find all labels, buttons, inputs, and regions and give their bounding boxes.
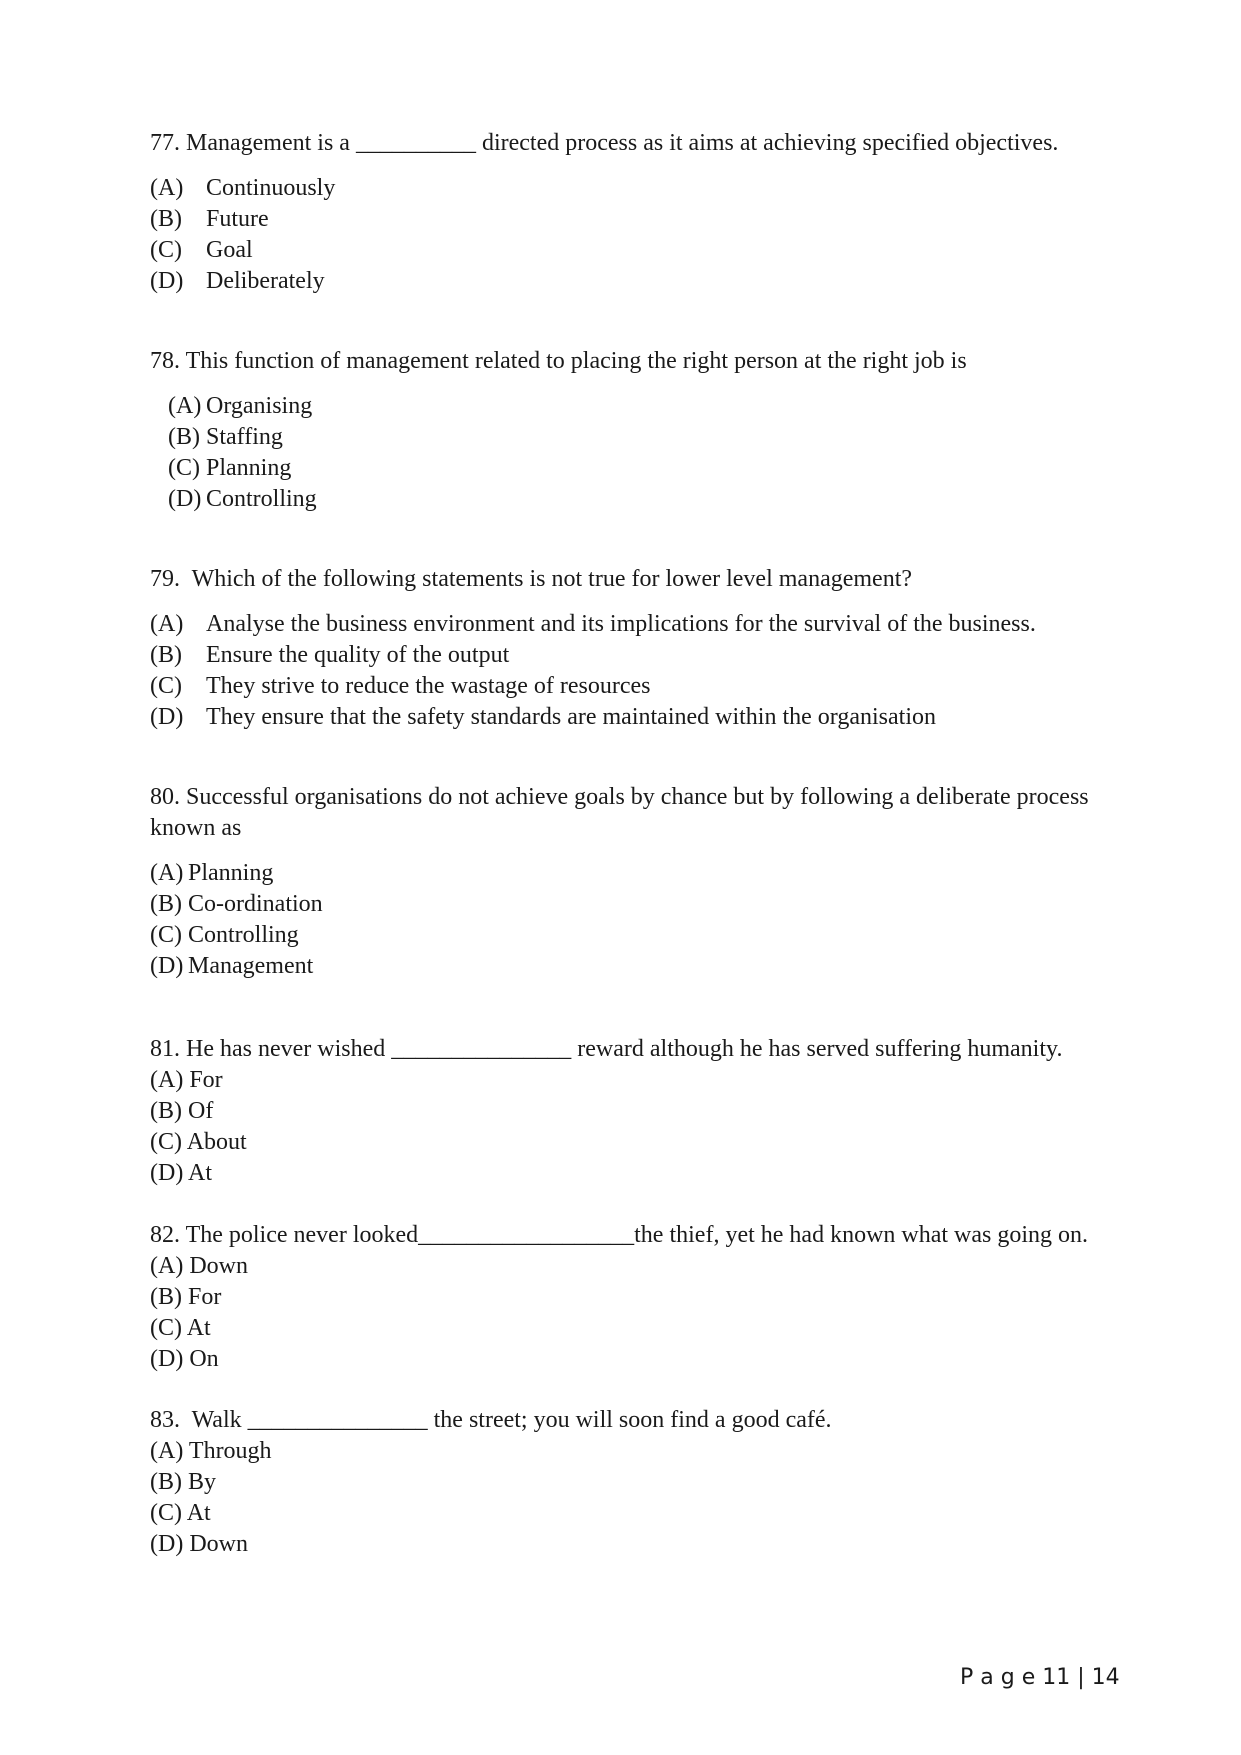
question-83 (150, 1405, 1140, 1560)
option-b: (B) For (150, 1284, 222, 1310)
option-list (150, 173, 1140, 297)
option-list (150, 858, 1140, 982)
option-a: (A) For (150, 1067, 223, 1093)
question-stem: 83. Walk _______________ the street; you will soon find a good café. (150, 1407, 832, 1433)
question-stem: 82. The police never looked__________________the thief, yet he had known what was going on. (150, 1222, 1089, 1248)
option-d: (D) They ensure that the safety standards are maintained within the organisation (150, 704, 936, 730)
question-79 (150, 564, 1140, 733)
option-list (150, 1065, 1140, 1189)
question-80 (150, 782, 1140, 982)
option-a: (A) Analyse the business environment and its implications for the survival of the business. (150, 611, 1036, 637)
page-number: 11 (1042, 1665, 1071, 1690)
option-a: (A) Down (150, 1253, 248, 1279)
option-d: (D) Deliberately (150, 268, 325, 294)
option-b: (B) Ensure the quality of the output (150, 642, 510, 668)
option-c: (C) At (150, 1500, 211, 1526)
option-d: (D) Management (150, 953, 314, 979)
option-list (150, 391, 1140, 515)
option-c: (C) Goal (150, 237, 253, 263)
option-b: (B) Of (150, 1098, 214, 1124)
total-pages: 14 (1091, 1665, 1120, 1690)
option-c: (C) They strive to reduce the wastage of resources (150, 673, 651, 699)
question-stem: 77. Management is a __________ directed process as it aims at achieving specified objectives. (150, 130, 1059, 156)
question-stem: 78. This function of management related to placing the right person at the right job is (150, 348, 967, 374)
option-c: (C) At (150, 1315, 211, 1341)
question-stem: 81. He has never wished _______________ reward although he has served suffering humanity. (150, 1036, 1063, 1062)
question-81 (150, 1034, 1140, 1189)
option-b: (B) Co-ordination (150, 891, 323, 917)
option-c: (C) About (150, 1129, 247, 1155)
question-78 (150, 346, 1140, 515)
option-a: (A) Continuously (150, 175, 336, 201)
question-82 (150, 1220, 1140, 1375)
page-footer (960, 1665, 1120, 1690)
option-list (150, 1436, 1140, 1560)
question-77 (150, 128, 1140, 297)
option-d: (D) Controlling (168, 486, 317, 512)
option-c: (C) Controlling (150, 922, 299, 948)
option-c: (C) Planning (168, 455, 292, 481)
option-d: (D) At (150, 1160, 213, 1186)
option-b: (B) Staffing (168, 424, 283, 450)
option-list (150, 1251, 1140, 1375)
page-word: P a g e (960, 1665, 1036, 1690)
page-separator: | (1077, 1665, 1085, 1690)
question-stem: 79. Which of the following statements is not true for lower level management? (150, 566, 913, 592)
option-a: (A) Through (150, 1438, 272, 1464)
option-a: (A) Organising (168, 393, 313, 419)
option-d: (D) Down (150, 1531, 248, 1557)
option-b: (B) Future (150, 206, 269, 232)
option-b: (B) By (150, 1469, 217, 1495)
option-d: (D) On (150, 1346, 219, 1372)
option-list (150, 609, 1140, 733)
option-a: (A) Planning (150, 860, 274, 886)
question-stem: 80. Successful organisations do not achieve goals by chance but by following a deliberate process known as (150, 784, 1095, 841)
